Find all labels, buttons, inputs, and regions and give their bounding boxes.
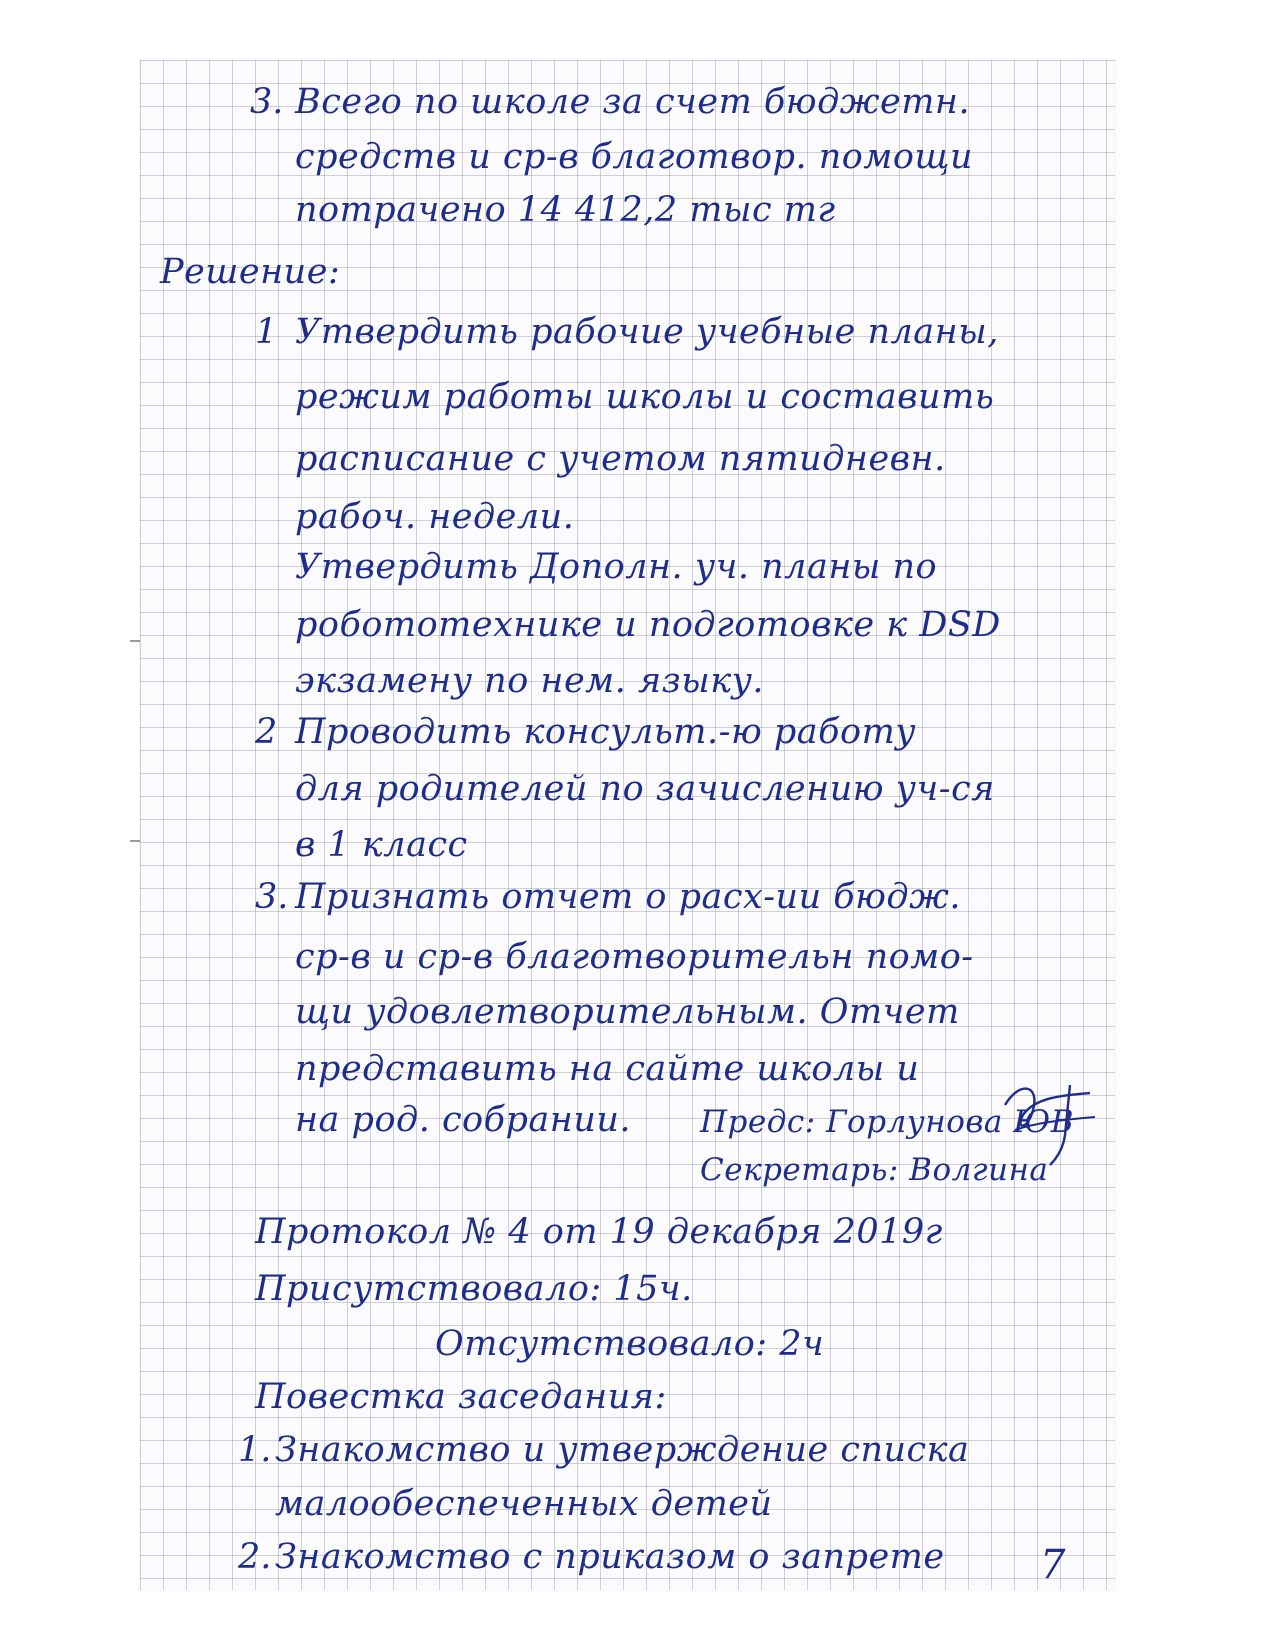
text-line: для родителей по зачислению уч-ся: [295, 769, 995, 809]
chair-signature-line: Предс: Горлунова ЮВ: [700, 1104, 1075, 1140]
item-number: 2: [255, 712, 278, 752]
text-line: в 1 класс: [295, 825, 468, 865]
item-number: 1: [255, 312, 278, 352]
text-line: потрачено 14 412,2 тыс тг: [295, 190, 836, 230]
text-line: Утвердить рабочие учебные планы,: [295, 312, 999, 352]
text-line: на род. собрании.: [295, 1100, 632, 1140]
text-line: малообеспеченных детей: [275, 1484, 773, 1524]
item-number: 3.: [250, 82, 284, 122]
decision-heading: Решение:: [160, 252, 341, 292]
text-line: щи удовлетворительным. Отчет: [295, 992, 960, 1032]
text-line: экзамену по нем. языку.: [295, 661, 765, 701]
text-line: Проводить консульт.-ю работу: [295, 712, 917, 752]
attendance-present: Присутствовало: 15ч.: [255, 1269, 693, 1309]
handwritten-signature: [995, 1075, 1105, 1170]
text-line: Утвердить Дополн. уч. планы по: [295, 547, 938, 587]
item-number: 3.: [255, 877, 289, 917]
text-line: расписание с учетом пятидневн.: [295, 439, 946, 479]
agenda-heading: Повестка заседания:: [255, 1377, 667, 1417]
item-number: 2.: [238, 1537, 272, 1577]
text-line: Всего по школе за счет бюджетн.: [295, 82, 971, 122]
text-line: режим работы школы и составить: [295, 377, 995, 417]
text-line: Знакомство и утверждение списка: [275, 1430, 970, 1470]
secretary-signature-line: Секретарь: Волгина: [700, 1152, 1049, 1188]
text-line: робототехнике и подготовке к DSD: [295, 605, 1001, 645]
page-number: 7: [1040, 1542, 1066, 1588]
text-line: представить на сайте школы и: [295, 1049, 920, 1089]
text-line: Знакомство с приказом о запрете: [275, 1537, 945, 1577]
text-line: Признать отчет о расх-ии бюдж.: [295, 877, 962, 917]
protocol-title: Протокол № 4 от 19 декабря 2019г: [255, 1212, 943, 1252]
text-line: рабоч. недели.: [295, 497, 575, 537]
item-number: 1.: [238, 1430, 272, 1470]
attendance-absent: Отсутствовало: 2ч: [435, 1324, 825, 1364]
text-line: ср-в и ср-в благотворительн помо-: [295, 937, 974, 977]
text-line: средств и ср-в благотвор. помощи: [295, 137, 974, 177]
